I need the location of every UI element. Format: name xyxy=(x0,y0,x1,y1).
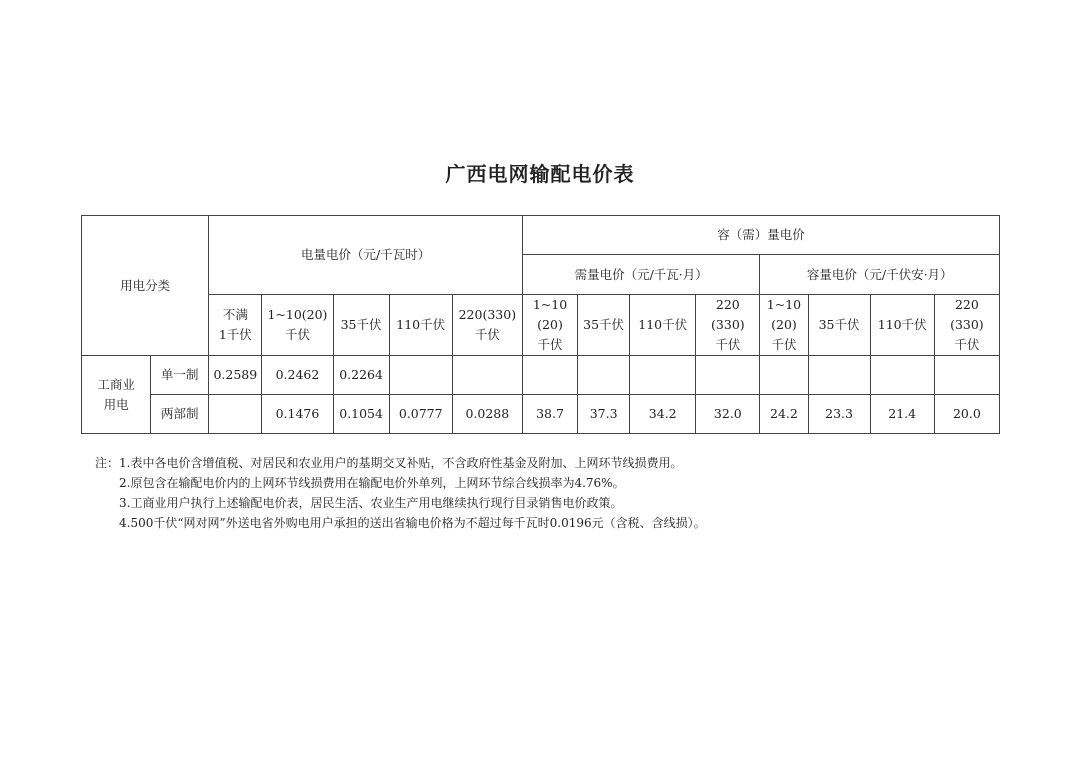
demand-voltage-level: 110千伏 xyxy=(630,295,696,356)
notes xyxy=(95,453,995,533)
energy-voltage-level: 110千伏 xyxy=(389,295,452,356)
energy-price-cell: 0.2264 xyxy=(333,356,389,395)
demand-voltage-level: 220 (330) 千伏 xyxy=(696,295,760,356)
energy-voltage-level: 不满 1千伏 xyxy=(209,295,262,356)
capacity-price-cell: 20.0 xyxy=(934,395,999,434)
tariff-table xyxy=(81,215,1000,434)
capacity-voltage-level: 1~10 (20) 千伏 xyxy=(760,295,808,356)
energy-voltage-level: 35千伏 xyxy=(333,295,389,356)
page-title: 广西电网输配电价表 xyxy=(445,162,635,186)
demand-price-cell xyxy=(578,356,630,395)
capacity-voltage-level: 110千伏 xyxy=(870,295,934,356)
demand-price-header: 需量电价（元/千瓦·月） xyxy=(522,255,759,295)
energy-price-cell: 0.1476 xyxy=(262,395,333,434)
energy-voltage-level: 220(330) 千伏 xyxy=(452,295,522,356)
demand-price-cell: 34.2 xyxy=(630,395,696,434)
demand-voltage-level: 35千伏 xyxy=(578,295,630,356)
demand-price-cell: 38.7 xyxy=(522,395,577,434)
energy-price-cell: 0.1054 xyxy=(333,395,389,434)
energy-voltage-level: 1~10(20) 千伏 xyxy=(262,295,333,356)
energy-price-header: 电量电价（元/千瓦时） xyxy=(209,216,523,295)
demand-price-cell: 32.0 xyxy=(696,395,760,434)
capacity-price-cell: 21.4 xyxy=(870,395,934,434)
note-line: 3.工商业用户执行上述输配电价表，居民生活、农业生产用电继续执行现行目录销售电价政策。 xyxy=(119,496,623,510)
capacity-voltage-level: 35千伏 xyxy=(808,295,870,356)
capacity-price-header: 容量电价（元/千伏安·月） xyxy=(760,255,1000,295)
capacity-voltage-level: 220 (330) 千伏 xyxy=(934,295,999,356)
energy-price-cell xyxy=(452,356,522,395)
energy-price-cell: 0.2462 xyxy=(262,356,333,395)
table-row xyxy=(82,395,1000,434)
energy-price-cell: 0.2589 xyxy=(209,356,262,395)
demand-voltage-level: 1~10 (20) 千伏 xyxy=(522,295,577,356)
category-header: 用电分类 xyxy=(82,216,209,356)
note-line: 注：1.表中各电价含增值税、对居民和农业用户的基期交叉补贴，不含政府性基金及附加、上网环节线损费用。 xyxy=(95,456,683,470)
voltage-level-row xyxy=(82,295,1000,356)
energy-price-cell xyxy=(209,395,262,434)
note-line: 2.原包含在输配电价内的上网环节线损费用在输配电价外单列，上网环节综合线损率为4.76%。 xyxy=(119,476,625,490)
capacity-price-cell xyxy=(760,356,808,395)
demand-price-cell: 37.3 xyxy=(578,395,630,434)
capacity-price-cell: 24.2 xyxy=(760,395,808,434)
demand-price-cell xyxy=(696,356,760,395)
capacity-group-header: 容（需）量电价 xyxy=(522,216,999,255)
energy-price-cell: 0.0288 xyxy=(452,395,522,434)
note-line: 4.500千伏“网对网”外送电省外购电用户承担的送出省输电价格为不超过每千瓦时0.0196元（含税、含线损）。 xyxy=(119,516,706,530)
row-label: 单一制 xyxy=(151,356,209,395)
capacity-price-cell: 23.3 xyxy=(808,395,870,434)
energy-price-cell: 0.0777 xyxy=(389,395,452,434)
capacity-price-cell xyxy=(870,356,934,395)
demand-price-cell xyxy=(522,356,577,395)
capacity-price-cell xyxy=(934,356,999,395)
demand-price-cell xyxy=(630,356,696,395)
energy-price-cell xyxy=(389,356,452,395)
group-label: 工商业 用电 xyxy=(82,356,151,434)
capacity-price-cell xyxy=(808,356,870,395)
table-row xyxy=(82,356,1000,395)
row-label: 两部制 xyxy=(151,395,209,434)
